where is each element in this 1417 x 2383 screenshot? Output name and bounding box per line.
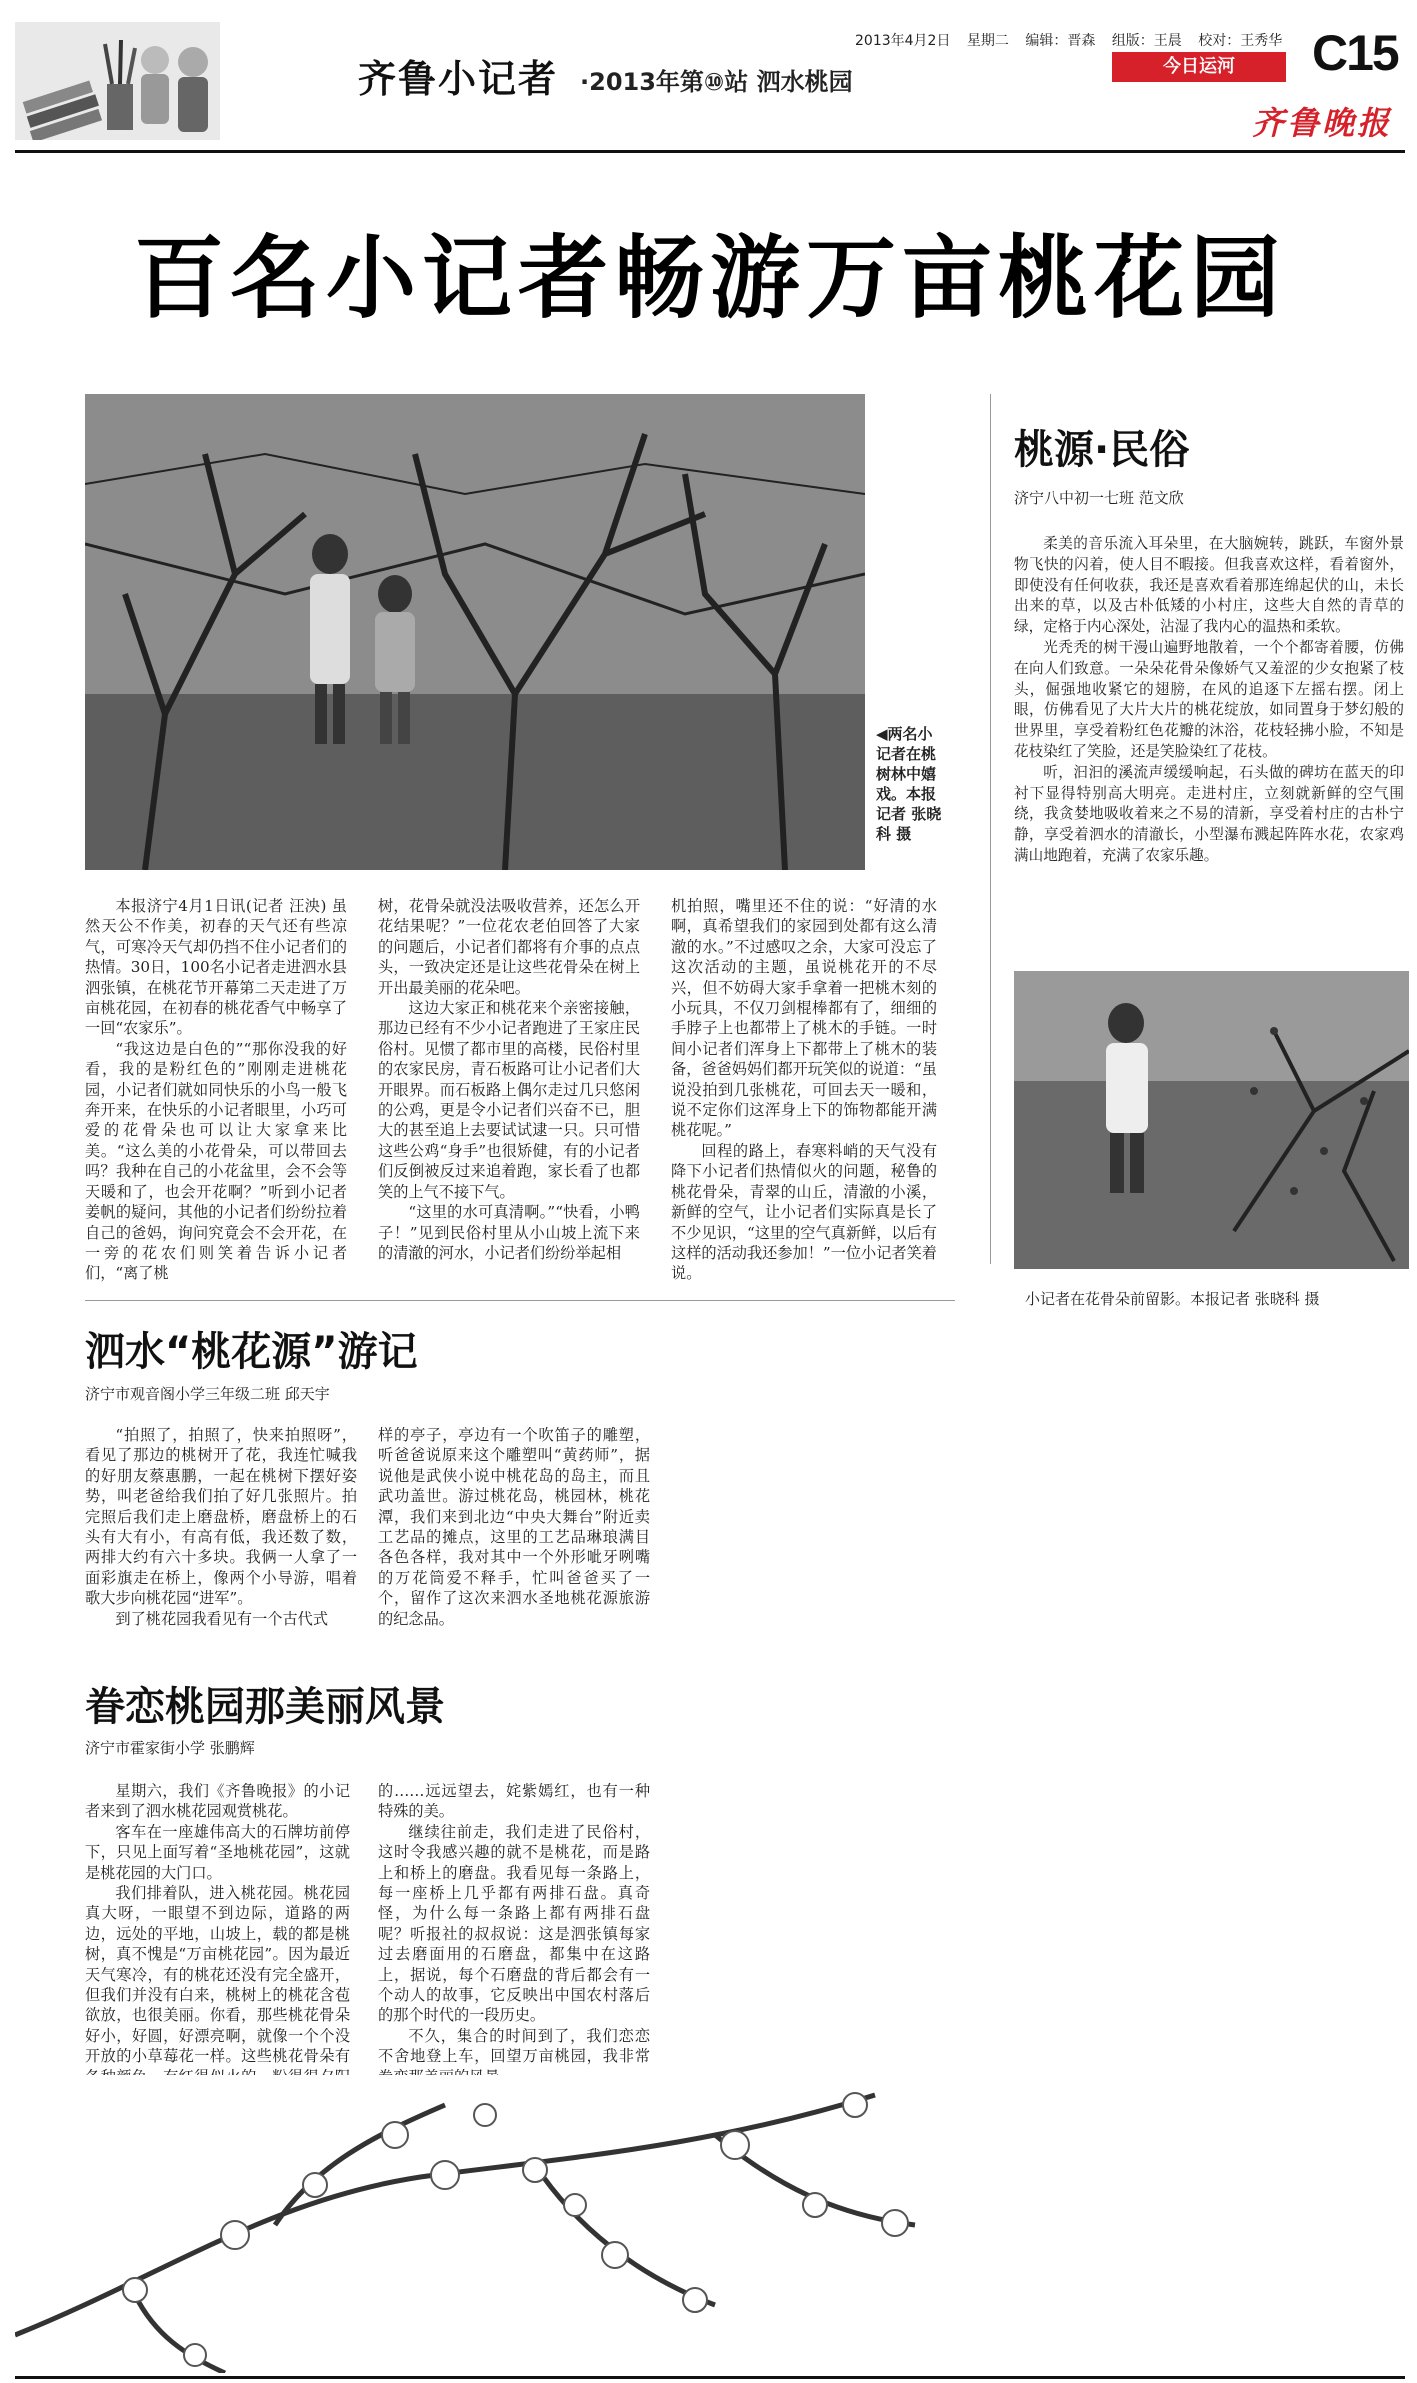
paragraph: 到了桃花园我看见有一个古代式 [115, 1609, 329, 1628]
paragraph: 客车在一座雄伟高大的石牌坊前停下，只见上面写着“圣地桃花园”，这就是桃花园的大门口。 [85, 1822, 350, 1882]
column-issue: ·2013年第⑩站 泗水桃园 [580, 68, 853, 96]
girl-photo-caption: 小记者在花骨朵前留影。本报记者 张晓科 摄 [1025, 1290, 1320, 1308]
taoyuan-title: 桃源·民俗 [1014, 427, 1190, 473]
proofread-credit: 校对：王秀华 [1198, 33, 1283, 49]
lead-article-column-1 [85, 896, 347, 1284]
blossom-branch [15, 2095, 915, 2373]
masthead-illustration [15, 22, 220, 140]
sishui-byline: 济宁市观音阁小学三年级二班 邱天宇 [85, 1385, 330, 1403]
paragraph: 机拍照，嘴里还不住的说：“好清的水啊，真希望我们的家园到处都有这么清澈的水。”不过感叹之余，大家可没忘了这次活动的主题，虽说桃花开的不尽兴，但不妨碍大家手拿着一把桃木刻的小玩具，不仅刀剑棍棒都有了，细细的手脖子上也都带上了桃木的手链。一时间小记者们浑身上下都带上了桃木的装备，爸爸妈妈们都开玩笑似的说道：“虽说没拍到几张桃花，可回去天一暖和，说不定你们这浑身上下的饰物都能开满桃花呢。” [671, 897, 937, 1140]
paragraph: 的……远远望去，姹紫嫣红，也有一种特殊的美。 [378, 1782, 650, 1821]
issue-meta-line [855, 30, 1294, 50]
juanlian-byline: 济宁市霍家街小学 张鹏辉 [85, 1739, 255, 1757]
paragraph: “这里的水可真清啊。”“快看，小鸭子！”见到民俗村里从小山坡上流下来的清澈的河水，小记者们纷纷举起相 [378, 1203, 640, 1262]
lead-article-column-2 [378, 896, 640, 1263]
sishui-column-1 [85, 1425, 357, 1629]
issue-weekday: 星期二 [966, 33, 1009, 49]
layout-credit: 组版：王晨 [1111, 33, 1182, 49]
main-photo-caption: ◀两名小记者在桃树林中嬉戏。本报记者 张晓科 摄 [876, 725, 942, 843]
paragraph: 我们排着队，进入桃花园。桃花园真大呀，一眼望不到边际，道路的两边，远处的平地，山坡上，载的都是桃树，真不愧是“万亩桃花园”。因为最近天气寒冷，有的桃花还没有完全盛开，但我们并没有白来，桃树上的桃花含苞欲放，也很美丽。你看，那些桃花骨朵好小，好圆，好漂亮啊，就像一个个没开放的小草莓花一样。这些桃花骨朵有各种颜色，有红得似火的，粉得很夕阳的，白得似玉的，黄得似光 [85, 1884, 350, 2107]
sishui-title: 泗水“桃花源”游记 [85, 1329, 418, 1375]
section-label: 今日运河 [1112, 52, 1286, 82]
juanlian-title: 眷恋桃园那美丽风景 [85, 1684, 445, 1730]
paragraph: 回程的路上，春寒料峭的天气没有降下小记者们热情似火的问题，秘鲁的桃花骨朵，青翠的山丘，清澈的小溪，新鲜的空气，让小记者们实际真是长了不少见识，“这里的空气真新鲜，以后有这样的活动我还参加！”一位小记者笑着说。 [671, 1141, 937, 1283]
masthead-divider [15, 150, 1405, 153]
paragraph: “我这边是白色的”“那你没我的好看，我的是粉红色的”刚刚走进桃花园，小记者们就如同快乐的小鸟一般飞奔开来，在快乐的小记者眼里，小巧可爱的花骨朵也可以让大家拿来比美。“这么美的小花骨朵，可以带回去吗？我种在自己的小花盆里，会不会等天暖和了，也会开花啊？”听到小记者姜帆的疑问，其他的小记者们纷纷拉着自己的爸妈，询问究竟会不会开花，在一旁的花农们则笑着告诉小记者们，“离了桃 [85, 1039, 347, 1283]
editor-credit: 编辑：晋森 [1025, 33, 1096, 49]
paragraph: 星期六，我们《齐鲁晚报》的小记者来到了泗水桃花园观赏桃花。 [85, 1782, 350, 1821]
juanlian-column-1 [85, 1781, 350, 2108]
page-number: C15 [1312, 25, 1398, 81]
paragraph: 柔美的音乐流入耳朵里，在大脑婉转，跳跃，车窗外景物飞快的闪着，使人目不暇接。但我喜欢这样，看着窗外，即使没有任何收获，我还是喜欢看着那连绵起伏的山，未长出来的草，以及古朴低矮的小村庄，这些大自然的青草的绿，定格于内心深处，沾湿了我内心的温热和柔软。 [1014, 535, 1404, 636]
paragraph: 本报济宁4月1日讯(记者 汪泱) 虽然天公不作美，初春的天气还有些凉气，可寒冷天气却仍挡不住小记者们的热情。30日，100名小记者走进泗水县泗张镇，在桃花节开幕第二天走进了万亩桃花园，在初春的桃花香气中畅享了一回“农家乐”。 [85, 897, 347, 1038]
column-name: 齐鲁小记者 [358, 57, 559, 101]
section-divider [85, 1300, 955, 1301]
sishui-column-2 [378, 1425, 650, 1629]
paragraph: 这边大家正和桃花来个亲密接触，那边已经有不少小记者跑进了王家庄民俗村。见惯了都市里的高楼，民俗村里的农家民房，青石板路可让小记者们大开眼界。而石板路上偶尔走过几只悠闲的公鸡，更是令小记者们兴奋不已，胆大的甚至追上去要试试逮一只。只可惜这些公鸡“身手”也很矫健，有的小记者们反倒被反过来追着跑，家长看了也都笑的上气不接下气。 [378, 999, 640, 1201]
lead-article-column-3 [671, 896, 937, 1284]
paragraph: 不久，集合的时间到了，我们恋恋不舍地登上车，回望万亩桃园，我非常眷恋那美丽的风景。 [378, 2026, 650, 2086]
paragraph: 样的亭子，亭边有一个吹笛子的雕塑，听爸爸说原来这个雕塑叫“黄药师”，据说他是武侠小说中桃花岛的岛主，而且武功盖世。游过桃花岛，桃园林，桃花潭，我们来到北边“中央大舞台”附近卖工艺品的摊点，这里的工艺品琳琅满目各色各样，我对其中一个外形呲牙咧嘴的万花筒爱不释手，忙叫爸爸买了一个，留作了这次来泗水圣地桃花源旅游的纪念品。 [378, 1426, 650, 1628]
girl-photo [1014, 971, 1409, 1269]
issue-date: 2013年4月2日 [855, 33, 951, 49]
juanlian-column-2 [378, 1781, 650, 2087]
paragraph: 树，花骨朵就没法吸收营养，还怎么开花结果呢？”一位花农老伯回答了大家的问题后，小记者们都将有介事的点点头，一致决定还是让这些花骨朵在树上开出最美丽的花朵吧。 [378, 897, 640, 997]
paragraph: 听，汩汩的溪流声缓缓响起，石头做的碑坊在蓝天的印衬下显得特别高大明亮。走进村庄，立刻就新鲜的空气围绕，我贪婪地吸收着来之不易的清新，享受着村庄的古朴宁静，享受着泗水的清澈长，小型瀑布溅起阵阵水花，农家鸡满山地跑着，充满了农家乐趣。 [1014, 763, 1404, 864]
paragraph: “拍照了，拍照了，快来拍照呀”，看见了那边的桃树开了花，我连忙喊我的好朋友蔡惠鹏，一起在桃树下摆好姿势，叫老爸给我们拍了好几张照片。拍完照后我们走上磨盘桥，磨盘桥上的石头有大有小，有高有低，我还数了数，两排大约有六十多块。我俩一人拿了一面彩旗走在桥上，像两个小导游，唱着歌大步向桃花园“进军”。 [85, 1426, 357, 1608]
taoyuan-byline: 济宁八中初一七班 范文欣 [1014, 489, 1184, 507]
page-headline: 百名小记者畅游万亩桃花园 [134, 226, 1286, 331]
column-divider [990, 394, 991, 1264]
taoyuan-body [1014, 534, 1404, 867]
newspaper-logo: 齐鲁晚报 [1252, 104, 1393, 142]
blossom-flowers [123, 2093, 908, 2366]
main-photo [85, 394, 865, 870]
paragraph: 继续往前走，我们走进了民俗村，这时令我感兴趣的就不是桃花，而是路上和桥上的磨盘。我看见每一条路上，每一座桥上几乎都有两排石盘。真奇怪，为什么每一条路上都有两排石盘呢？听报社的叔叔说：这是泗张镇每家过去磨面用的石磨盘，都集中在这路上，据说，每个石磨盘的背后都会有一个动人的故事，它反映出中国农村落后的那个时代的一段历史。 [378, 1822, 650, 2025]
paragraph: 光秃秃的树干漫山遍野地散着，一个个都寄着腰，仿佛在向人们致意。一朵朵花骨朵像娇气又羞涩的少女抱紧了枝头，倔强地收紧它的翅膀，在风的追逐下左摇右摆。闭上眼，仿佛看见了大片大片的桃花绽放，如同置身于梦幻般的世界里，享受着粉红色花瓣的沐浴，花枝轻拂小脸，不知是花枝染红了笑脸，还是笑脸染红了花枝。 [1014, 638, 1404, 760]
blossom-branch-illustration [15, 2075, 1075, 2373]
page-bottom-divider [15, 2376, 1405, 2379]
